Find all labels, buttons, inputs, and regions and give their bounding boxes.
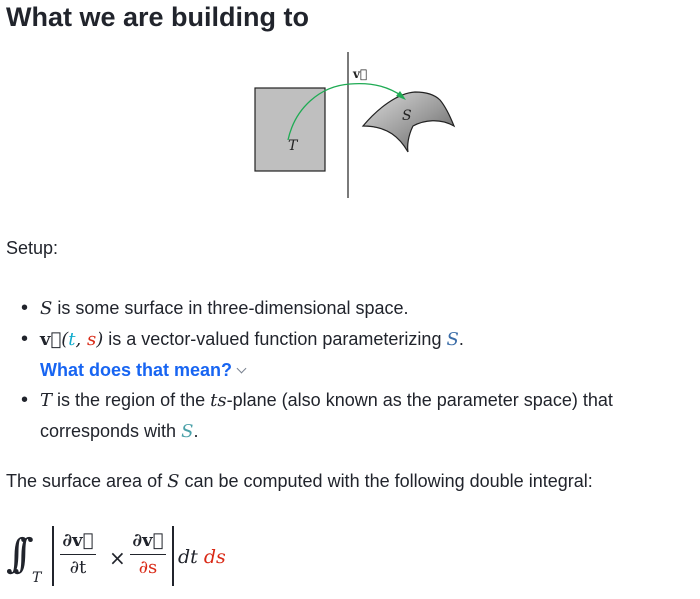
period: .	[458, 329, 464, 349]
period: .	[193, 421, 199, 441]
ds: ds	[203, 546, 226, 568]
partial-t	[60, 555, 96, 581]
abs-bar-right	[172, 526, 174, 586]
setup-list	[20, 293, 680, 447]
list-item	[20, 385, 680, 447]
cross-symbol: ×	[109, 546, 126, 570]
region-t-label: T	[288, 138, 298, 154]
symbol-s: S	[446, 329, 459, 350]
paren-close: )	[96, 329, 104, 350]
intro-before: The surface area of	[6, 471, 163, 491]
what-does-that-mean-link[interactable]	[40, 355, 245, 385]
bullet-text: is a vector-valued function parameterizing	[108, 329, 442, 349]
comma: ,	[75, 329, 87, 350]
dt: dt	[178, 546, 198, 568]
formula-intro	[6, 471, 593, 492]
integral-region-t: T	[32, 570, 42, 586]
bullet-text: is some surface in three-dimensional space.	[57, 298, 409, 318]
parameterization-figure	[250, 48, 460, 203]
bullet-text-2: -plane (also known as the parameter space) that corresponds with	[40, 390, 613, 441]
intro-after: can be computed with the following double integral:	[184, 471, 593, 491]
list-item	[20, 293, 680, 324]
double-integral-sign: ∫∫	[6, 531, 20, 577]
paren-open: (	[61, 329, 69, 350]
parameter-region-square	[255, 88, 325, 171]
differentials	[178, 546, 226, 568]
ts-symbol: ts	[210, 390, 227, 411]
var-t: t	[68, 329, 76, 350]
vector-v: v⃗	[40, 329, 62, 350]
chevron-down-icon	[237, 364, 247, 374]
symbol-s: S	[167, 471, 180, 492]
partial-v: ∂v⃗	[60, 528, 96, 555]
link-label: What does that mean?	[40, 360, 233, 380]
setup-label: Setup:	[6, 238, 59, 258]
symbol-t: T	[40, 390, 53, 411]
symbol-s: S	[181, 421, 194, 442]
abs-bar-left	[52, 526, 54, 586]
list-item	[20, 324, 680, 385]
partial-s-text: ∂s	[138, 557, 158, 578]
symbol-s: S	[40, 298, 53, 319]
page-heading: What we are building to	[6, 2, 309, 32]
partial-t-fraction	[60, 528, 96, 581]
partial-v: ∂v⃗	[130, 528, 166, 555]
partial-s	[130, 555, 166, 581]
surface-s-label: S	[402, 108, 412, 124]
var-s: s	[86, 329, 97, 350]
surface-area-formula	[6, 520, 266, 590]
mapping-v-label: v⃗	[353, 67, 368, 81]
partial-s-fraction	[130, 528, 166, 581]
partial-t-text: ∂t	[69, 557, 87, 578]
bullet-text: is the region of the	[57, 390, 206, 410]
